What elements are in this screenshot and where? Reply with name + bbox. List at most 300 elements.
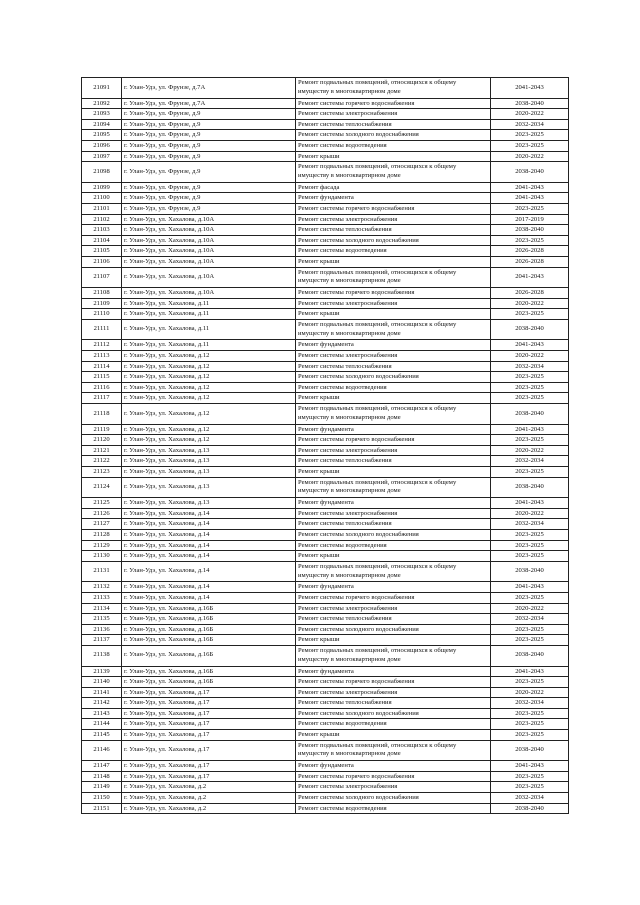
address-cell: г. Улан-Удэ, ул. Хахалова, д.11 [122,309,296,320]
row-number-cell: 21143 [82,708,122,719]
address-cell: г. Улан-Удэ, ул. Хахалова, д.14 [122,540,296,551]
work-type-cell: Ремонт системы водоотведения [296,719,491,730]
row-number-cell: 21145 [82,730,122,741]
table-row [82,78,569,99]
work-type-cell: Ремонт системы горячего водоснабжения [296,98,491,109]
period-cell: 2041-2043 [491,78,569,99]
row-number-cell: 21116 [82,382,122,393]
period-cell: 2023-2025 [491,592,569,603]
table-row [82,708,569,719]
row-number-cell: 21118 [82,404,122,425]
work-type-cell: Ремонт крыши [296,309,491,320]
table-row [82,551,569,562]
work-type-cell: Ремонт системы холодного водоснабжения [296,130,491,141]
period-cell: 2020-2022 [491,687,569,698]
table-row [82,424,569,435]
work-type-cell: Ремонт подвальных помещений, относящихся к общему имуществу в многоквартирном доме [296,740,491,761]
row-number-cell: 21111 [82,319,122,340]
address-cell: г. Улан-Удэ, ул. Хахалова, д.17 [122,687,296,698]
row-number-cell: 21102 [82,214,122,225]
row-number-cell: 21107 [82,267,122,288]
row-number-cell: 21126 [82,508,122,519]
work-type-cell: Ремонт системы холодного водоснабжения [296,372,491,383]
table-row [82,445,569,456]
table-row [82,140,569,151]
work-type-cell: Ремонт подвальных помещений, относящихся к общему имуществу в многоквартирном доме [296,404,491,425]
work-type-cell: Ремонт системы теплоснабжения [296,225,491,236]
address-cell: г. Улан-Удэ, ул. Хахалова, д.10А [122,288,296,299]
table-row [82,309,569,320]
row-number-cell: 21137 [82,635,122,646]
table-row [82,361,569,372]
period-cell: 2026-2028 [491,288,569,299]
table-row [82,666,569,677]
period-cell: 2032-2034 [491,614,569,625]
work-type-cell: Ремонт системы теплоснабжения [296,456,491,467]
address-cell: г. Улан-Удэ, ул. Хахалова, д.2 [122,782,296,793]
period-cell: 2041-2043 [491,267,569,288]
address-cell: г. Улан-Удэ, ул. Хахалова, д.16Б [122,645,296,666]
work-type-cell: Ремонт системы электроснабжения [296,508,491,519]
period-cell: 2041-2043 [491,424,569,435]
address-cell: г. Улан-Удэ, ул. Хахалова, д.13 [122,456,296,467]
work-type-cell: Ремонт крыши [296,256,491,267]
row-number-cell: 21095 [82,130,122,141]
period-cell: 2023-2025 [491,677,569,688]
work-type-cell: Ремонт системы водоотведения [296,540,491,551]
work-type-cell: Ремонт подвальных помещений, относящихся к общему имуществу в многоквартирном доме [296,319,491,340]
address-cell: г. Улан-Удэ, ул. Хахалова, д.10А [122,256,296,267]
table-row [82,467,569,478]
address-cell: г. Улан-Удэ, ул. Хахалова, д.12 [122,404,296,425]
row-number-cell: 21121 [82,445,122,456]
address-cell: г. Улан-Удэ, ул. Хахалова, д.10А [122,235,296,246]
work-type-cell: Ремонт системы холодного водоснабжения [296,624,491,635]
row-number-cell: 21146 [82,740,122,761]
address-cell: г. Улан-Удэ, ул. Фрунзе, д.9 [122,182,296,193]
table-row [82,162,569,183]
period-cell: 2041-2043 [491,498,569,509]
work-type-cell: Ремонт системы теплоснабжения [296,698,491,709]
address-cell: г. Улан-Удэ, ул. Хахалова, д.13 [122,445,296,456]
work-type-cell: Ремонт фундамента [296,761,491,772]
work-type-cell: Ремонт подвальных помещений, относящихся к общему имуществу в многоквартирном доме [296,78,491,99]
row-number-cell: 21138 [82,645,122,666]
row-number-cell: 21119 [82,424,122,435]
table-row [82,193,569,204]
address-cell: г. Улан-Удэ, ул. Хахалова, д.2 [122,803,296,814]
work-type-cell: Ремонт крыши [296,467,491,478]
table-row [82,561,569,582]
period-cell: 2038-2040 [491,98,569,109]
row-number-cell: 21108 [82,288,122,299]
row-number-cell: 21094 [82,119,122,130]
period-cell: 2020-2022 [491,151,569,162]
row-number-cell: 21149 [82,782,122,793]
row-number-cell: 21101 [82,203,122,214]
row-number-cell: 21114 [82,361,122,372]
table-row [82,614,569,625]
period-cell: 2023-2025 [491,130,569,141]
table-row [82,498,569,509]
table-row [82,771,569,782]
period-cell: 2017-2019 [491,214,569,225]
row-number-cell: 21104 [82,235,122,246]
period-cell: 2023-2025 [491,551,569,562]
work-type-cell: Ремонт системы электроснабжения [296,687,491,698]
row-number-cell: 21148 [82,771,122,782]
period-cell: 2026-2028 [491,256,569,267]
row-number-cell: 21098 [82,162,122,183]
period-cell: 2032-2034 [491,119,569,130]
row-number-cell: 21131 [82,561,122,582]
row-number-cell: 21124 [82,477,122,498]
period-cell: 2038-2040 [491,225,569,236]
address-cell: г. Улан-Удэ, ул. Фрунзе, д.9 [122,151,296,162]
address-cell: г. Улан-Удэ, ул. Хахалова, д.17 [122,740,296,761]
address-cell: г. Улан-Удэ, ул. Хахалова, д.16Б [122,624,296,635]
work-type-cell: Ремонт системы холодного водоснабжения [296,235,491,246]
period-cell: 2038-2040 [491,162,569,183]
table-row [82,603,569,614]
address-cell: г. Улан-Удэ, ул. Хахалова, д.14 [122,551,296,562]
row-number-cell: 21140 [82,677,122,688]
table-row [82,119,569,130]
address-cell: г. Улан-Удэ, ул. Хахалова, д.10А [122,214,296,225]
table-row [82,519,569,530]
row-number-cell: 21109 [82,298,122,309]
work-type-cell: Ремонт системы водоотведения [296,382,491,393]
period-cell: 2023-2025 [491,719,569,730]
row-number-cell: 21120 [82,435,122,446]
address-cell: г. Улан-Удэ, ул. Хахалова, д.10А [122,225,296,236]
address-cell: г. Улан-Удэ, ул. Хахалова, д.14 [122,519,296,530]
period-cell: 2041-2043 [491,666,569,677]
row-number-cell: 21092 [82,98,122,109]
period-cell: 2023-2025 [491,435,569,446]
period-cell: 2023-2025 [491,309,569,320]
period-cell: 2020-2022 [491,508,569,519]
work-type-cell: Ремонт фундамента [296,582,491,593]
table-row [82,130,569,141]
table-row [82,740,569,761]
work-type-cell: Ремонт системы горячего водоснабжения [296,592,491,603]
table-row [82,109,569,120]
row-number-cell: 21136 [82,624,122,635]
document-page [81,77,568,814]
row-number-cell: 21128 [82,529,122,540]
address-cell: г. Улан-Удэ, ул. Хахалова, д.2 [122,793,296,804]
period-cell: 2023-2025 [491,235,569,246]
period-cell: 2023-2025 [491,771,569,782]
period-cell: 2023-2025 [491,203,569,214]
work-type-cell: Ремонт системы водоотведения [296,246,491,257]
address-cell: г. Улан-Удэ, ул. Хахалова, д.12 [122,361,296,372]
address-cell: г. Улан-Удэ, ул. Фрунзе, д.9 [122,203,296,214]
period-cell: 2023-2025 [491,624,569,635]
work-type-cell: Ремонт системы водоотведения [296,803,491,814]
table-row [82,372,569,383]
address-cell: г. Улан-Удэ, ул. Хахалова, д.11 [122,340,296,351]
table-row [82,298,569,309]
work-type-cell: Ремонт системы холодного водоснабжения [296,529,491,540]
address-cell: г. Улан-Удэ, ул. Хахалова, д.13 [122,498,296,509]
period-cell: 2023-2025 [491,372,569,383]
address-cell: г. Улан-Удэ, ул. Фрунзе, д.9 [122,119,296,130]
work-type-cell: Ремонт системы теплоснабжения [296,519,491,530]
work-type-cell: Ремонт крыши [296,551,491,562]
work-type-cell: Ремонт фундамента [296,666,491,677]
row-number-cell: 21113 [82,351,122,362]
work-type-cell: Ремонт системы теплоснабжения [296,614,491,625]
work-type-cell: Ремонт фундамента [296,193,491,204]
address-cell: г. Улан-Удэ, ул. Хахалова, д.11 [122,319,296,340]
row-number-cell: 21099 [82,182,122,193]
period-cell: 2023-2025 [491,708,569,719]
table-row [82,214,569,225]
work-type-cell: Ремонт системы горячего водоснабжения [296,203,491,214]
row-number-cell: 21122 [82,456,122,467]
table-row [82,645,569,666]
work-type-cell: Ремонт системы теплоснабжения [296,119,491,130]
period-cell: 2032-2034 [491,361,569,372]
work-type-cell: Ремонт фундамента [296,340,491,351]
work-type-cell: Ремонт системы горячего водоснабжения [296,677,491,688]
row-number-cell: 21115 [82,372,122,383]
address-cell: г. Улан-Удэ, ул. Хахалова, д.16Б [122,614,296,625]
work-type-cell: Ремонт подвальных помещений, относящихся к общему имуществу в многоквартирном доме [296,267,491,288]
table-row [82,677,569,688]
table-row [82,761,569,772]
row-number-cell: 21127 [82,519,122,530]
period-cell: 2023-2025 [491,635,569,646]
address-cell: г. Улан-Удэ, ул. Хахалова, д.17 [122,771,296,782]
period-cell: 2038-2040 [491,740,569,761]
address-cell: г. Улан-Удэ, ул. Хахалова, д.12 [122,424,296,435]
work-type-cell: Ремонт крыши [296,730,491,741]
table-row [82,235,569,246]
row-number-cell: 21096 [82,140,122,151]
address-cell: г. Улан-Удэ, ул. Фрунзе, д.9 [122,193,296,204]
row-number-cell: 21133 [82,592,122,603]
address-cell: г. Улан-Удэ, ул. Хахалова, д.16Б [122,666,296,677]
address-cell: г. Улан-Удэ, ул. Хахалова, д.16Б [122,677,296,688]
address-cell: г. Улан-Удэ, ул. Фрунзе, д.9 [122,162,296,183]
work-type-cell: Ремонт подвальных помещений, относящихся к общему имуществу в многоквартирном доме [296,477,491,498]
work-type-cell: Ремонт подвальных помещений, относящихся к общему имуществу в многоквартирном доме [296,162,491,183]
table-row [82,351,569,362]
repair-schedule-table [81,77,569,814]
work-type-cell: Ремонт системы водоотведения [296,140,491,151]
work-type-cell: Ремонт фасада [296,182,491,193]
table-row [82,582,569,593]
address-cell: г. Улан-Удэ, ул. Хахалова, д.12 [122,382,296,393]
period-cell: 2023-2025 [491,529,569,540]
table-row [82,404,569,425]
period-cell: 2041-2043 [491,182,569,193]
row-number-cell: 21150 [82,793,122,804]
period-cell: 2041-2043 [491,761,569,772]
table-row [82,340,569,351]
period-cell: 2032-2034 [491,698,569,709]
address-cell: г. Улан-Удэ, ул. Хахалова, д.13 [122,477,296,498]
table-row [82,624,569,635]
work-type-cell: Ремонт системы холодного водоснабжения [296,793,491,804]
work-type-cell: Ремонт системы электроснабжения [296,298,491,309]
table-row [82,540,569,551]
row-number-cell: 21105 [82,246,122,257]
period-cell: 2041-2043 [491,340,569,351]
period-cell: 2023-2025 [491,782,569,793]
table-row [82,288,569,299]
row-number-cell: 21142 [82,698,122,709]
table-row [82,256,569,267]
row-number-cell: 21106 [82,256,122,267]
work-type-cell: Ремонт системы электроснабжения [296,351,491,362]
address-cell: г. Улан-Удэ, ул. Хахалова, д.12 [122,372,296,383]
address-cell: г. Улан-Удэ, ул. Хахалова, д.17 [122,719,296,730]
row-number-cell: 21097 [82,151,122,162]
table-row [82,182,569,193]
address-cell: г. Улан-Удэ, ул. Фрунзе, д.9 [122,130,296,141]
row-number-cell: 21141 [82,687,122,698]
period-cell: 2032-2034 [491,456,569,467]
address-cell: г. Улан-Удэ, ул. Хахалова, д.14 [122,592,296,603]
address-cell: г. Улан-Удэ, ул. Хахалова, д.14 [122,529,296,540]
period-cell: 2023-2025 [491,140,569,151]
table-row [82,98,569,109]
work-type-cell: Ремонт фундамента [296,498,491,509]
period-cell: 2020-2022 [491,109,569,120]
work-type-cell: Ремонт системы электроснабжения [296,603,491,614]
table-row [82,435,569,446]
period-cell: 2038-2040 [491,561,569,582]
address-cell: г. Улан-Удэ, ул. Фрунзе, д.9 [122,140,296,151]
address-cell: г. Улан-Удэ, ул. Хахалова, д.17 [122,698,296,709]
work-type-cell: Ремонт фундамента [296,424,491,435]
period-cell: 2038-2040 [491,477,569,498]
period-cell: 2032-2034 [491,793,569,804]
work-type-cell: Ремонт системы электроснабжения [296,214,491,225]
table-body [82,78,569,814]
work-type-cell: Ремонт крыши [296,151,491,162]
address-cell: г. Улан-Удэ, ул. Хахалова, д.14 [122,582,296,593]
address-cell: г. Улан-Удэ, ул. Хахалова, д.10А [122,267,296,288]
work-type-cell: Ремонт подвальных помещений, относящихся к общему имуществу в многоквартирном доме [296,561,491,582]
table-row [82,382,569,393]
row-number-cell: 21117 [82,393,122,404]
row-number-cell: 21125 [82,498,122,509]
address-cell: г. Улан-Удэ, ул. Хахалова, д.14 [122,561,296,582]
address-cell: г. Улан-Удэ, ул. Хахалова, д.17 [122,708,296,719]
period-cell: 2020-2022 [491,298,569,309]
work-type-cell: Ремонт крыши [296,393,491,404]
work-type-cell: Ремонт системы горячего водоснабжения [296,288,491,299]
row-number-cell: 21112 [82,340,122,351]
row-number-cell: 21100 [82,193,122,204]
table-row [82,477,569,498]
address-cell: г. Улан-Удэ, ул. Хахалова, д.17 [122,730,296,741]
period-cell: 2023-2025 [491,540,569,551]
period-cell: 2038-2040 [491,319,569,340]
row-number-cell: 21130 [82,551,122,562]
table-row [82,393,569,404]
address-cell: г. Улан-Удэ, ул. Хахалова, д.16Б [122,635,296,646]
table-row [82,698,569,709]
table-row [82,730,569,741]
period-cell: 2032-2034 [491,519,569,530]
row-number-cell: 21123 [82,467,122,478]
address-cell: г. Улан-Удэ, ул. Хахалова, д.17 [122,761,296,772]
row-number-cell: 21091 [82,78,122,99]
address-cell: г. Улан-Удэ, ул. Хахалова, д.10А [122,246,296,257]
row-number-cell: 21147 [82,761,122,772]
table-row [82,267,569,288]
period-cell: 2038-2040 [491,803,569,814]
period-cell: 2020-2022 [491,603,569,614]
address-cell: г. Улан-Удэ, ул. Хахалова, д.12 [122,393,296,404]
table-row [82,225,569,236]
period-cell: 2041-2043 [491,582,569,593]
work-type-cell: Ремонт системы теплоснабжения [296,361,491,372]
row-number-cell: 21132 [82,582,122,593]
address-cell: г. Улан-Удэ, ул. Хахалова, д.16Б [122,603,296,614]
table-row [82,592,569,603]
work-type-cell: Ремонт системы горячего водоснабжения [296,771,491,782]
address-cell: г. Улан-Удэ, ул. Хахалова, д.12 [122,351,296,362]
table-row [82,456,569,467]
row-number-cell: 21134 [82,603,122,614]
period-cell: 2038-2040 [491,645,569,666]
row-number-cell: 21151 [82,803,122,814]
address-cell: г. Улан-Удэ, ул. Хахалова, д.13 [122,467,296,478]
row-number-cell: 21135 [82,614,122,625]
period-cell: 2041-2043 [491,193,569,204]
work-type-cell: Ремонт подвальных помещений, относящихся к общему имуществу в многоквартирном доме [296,645,491,666]
row-number-cell: 21103 [82,225,122,236]
period-cell: 2020-2022 [491,445,569,456]
row-number-cell: 21093 [82,109,122,120]
address-cell: г. Улан-Удэ, ул. Фрунзе, д.7А [122,78,296,99]
row-number-cell: 21110 [82,309,122,320]
table-row [82,151,569,162]
table-row [82,246,569,257]
work-type-cell: Ремонт системы горячего водоснабжения [296,435,491,446]
period-cell: 2023-2025 [491,467,569,478]
table-row [82,687,569,698]
address-cell: г. Улан-Удэ, ул. Хахалова, д.14 [122,508,296,519]
period-cell: 2023-2025 [491,730,569,741]
work-type-cell: Ремонт крыши [296,635,491,646]
table-row [82,782,569,793]
period-cell: 2023-2025 [491,393,569,404]
table-row [82,508,569,519]
work-type-cell: Ремонт системы электроснабжения [296,109,491,120]
table-row [82,529,569,540]
row-number-cell: 21139 [82,666,122,677]
work-type-cell: Ремонт системы холодного водоснабжения [296,708,491,719]
table-row [82,719,569,730]
address-cell: г. Улан-Удэ, ул. Фрунзе, д.9 [122,109,296,120]
period-cell: 2038-2040 [491,404,569,425]
table-row [82,635,569,646]
table-row [82,793,569,804]
work-type-cell: Ремонт системы электроснабжения [296,782,491,793]
row-number-cell: 21144 [82,719,122,730]
period-cell: 2020-2022 [491,351,569,362]
table-row [82,803,569,814]
period-cell: 2023-2025 [491,382,569,393]
